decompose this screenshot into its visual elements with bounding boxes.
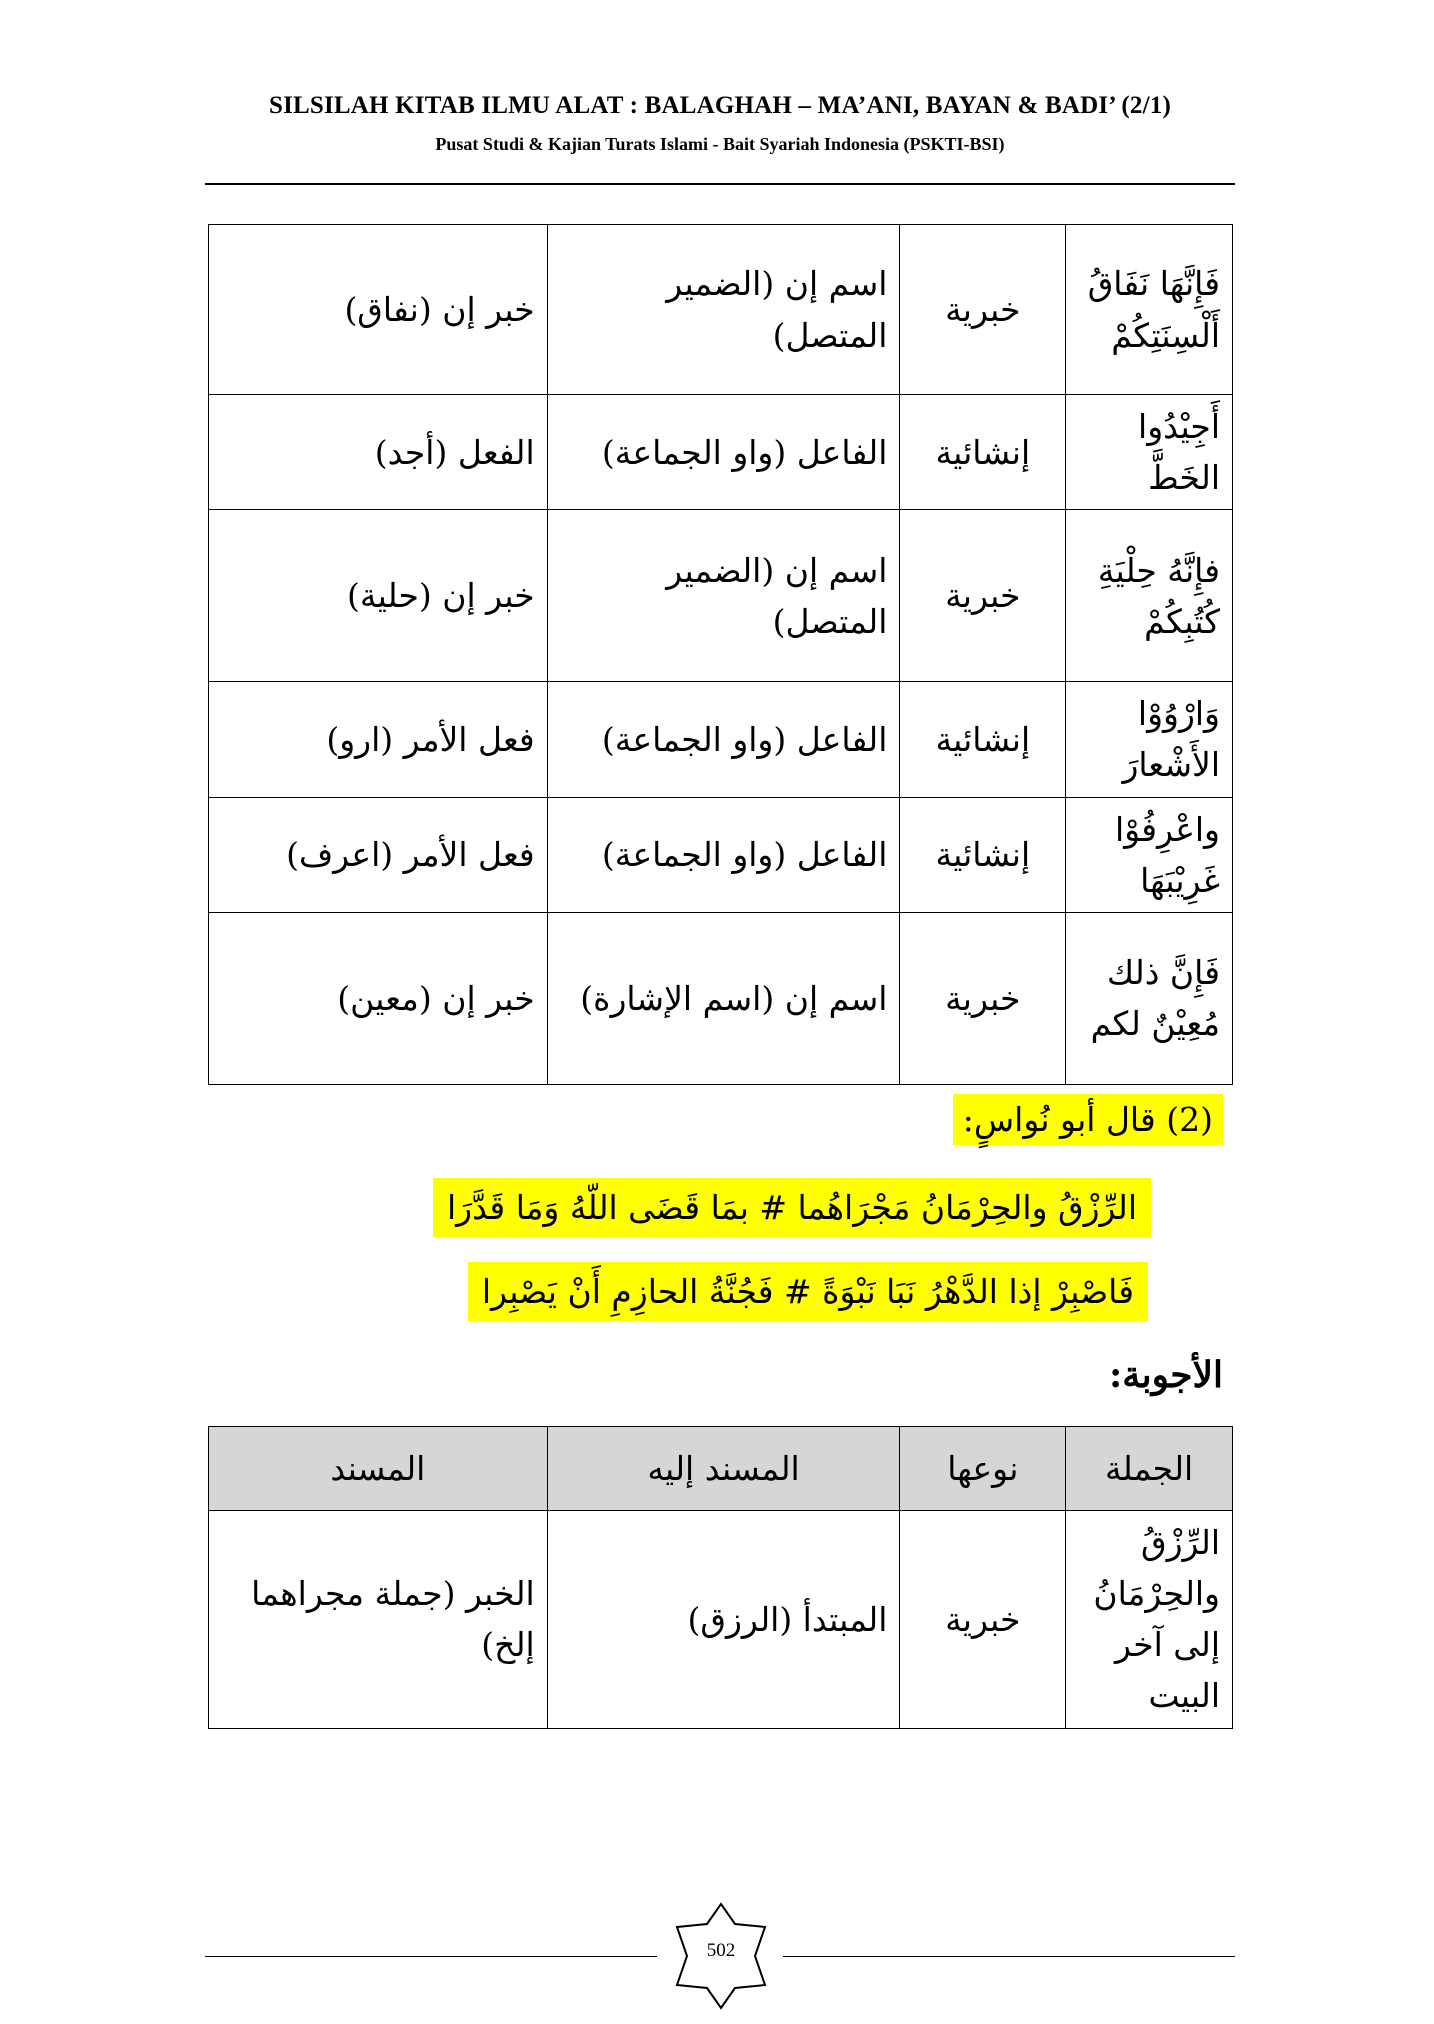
- footer-divider-right: [783, 1956, 1235, 1957]
- type-cell: خبرية: [900, 225, 1066, 395]
- header-divider: [205, 183, 1235, 185]
- subject-cell: المبتدأ (الرزق): [547, 1511, 900, 1729]
- sentence-cell: فإِنَّهُ حِلْيَةِ كُتُبِكُمْ: [1066, 510, 1233, 682]
- column-header-type: نوعها: [900, 1427, 1066, 1511]
- sentence-cell: أَجِيْدُوا الخَطَّ: [1066, 395, 1233, 510]
- table-row: [209, 1511, 1233, 1729]
- table-row: [209, 510, 1233, 682]
- subject-cell: الفاعل (واو الجماعة): [547, 682, 900, 797]
- table-row: [209, 797, 1233, 912]
- page-header: [205, 92, 1235, 155]
- sentence-cell: فَإِنَّ ذلك مُعِيْنٌ لكم: [1066, 912, 1233, 1084]
- page-number: 502: [706, 1940, 736, 1961]
- type-cell: خبرية: [900, 1511, 1066, 1729]
- predicate-cell: خبر إن (نفاق): [209, 225, 548, 395]
- predicate-cell: فعل الأمر (اعرف): [209, 797, 548, 912]
- poem-verse-2: فَاصْبِرْ إذا الدَّهْرُ نَبَا نَبْوَةً # فَجُنَّةُ الحازِمِ أَنْ يَصْبِرا: [468, 1262, 1148, 1321]
- sentence-cell: وَارْوُوْا الأَشْعارَ: [1066, 682, 1233, 797]
- column-header-subject: المسند إليه: [547, 1427, 900, 1511]
- sentence-cell: فَإِنَّهَا نَفَاقُ أَلْسِنَتِكُمْ: [1066, 225, 1233, 395]
- subject-cell: الفاعل (واو الجماعة): [547, 395, 900, 510]
- footer-divider-left: [205, 1956, 657, 1957]
- type-cell: خبرية: [900, 912, 1066, 1084]
- subject-cell: اسم إن (الضمير المتصل): [547, 225, 900, 395]
- predicate-cell: الفعل (أجد): [209, 395, 548, 510]
- answers-table: [208, 1426, 1233, 1729]
- exercise-heading: (2) قال أبو نُواسٍ:: [953, 1094, 1223, 1145]
- type-cell: خبرية: [900, 510, 1066, 682]
- column-header-predicate: المسند: [209, 1427, 548, 1511]
- subject-cell: اسم إن (الضمير المتصل): [547, 510, 900, 682]
- predicate-cell: خبر إن (حلية): [209, 510, 548, 682]
- type-cell: إنشائية: [900, 395, 1066, 510]
- sentence-cell: الرِّزْقُ والحِرْمَانُ إلى آخر البيت: [1066, 1511, 1233, 1729]
- analysis-table-continued: [208, 224, 1233, 1085]
- table-row: [209, 682, 1233, 797]
- type-cell: إنشائية: [900, 682, 1066, 797]
- table-row: [209, 225, 1233, 395]
- table-header-row: [209, 1427, 1233, 1511]
- type-cell: إنشائية: [900, 797, 1066, 912]
- table-row: [209, 912, 1233, 1084]
- answers-heading: الأجوبة:: [1109, 1354, 1223, 1396]
- institution-subtitle: Pusat Studi & Kajian Turats Islami - Bait Syariah Indonesia (PSKTI-BSI): [435, 134, 1005, 154]
- predicate-cell: الخبر (جملة مجراهما إلخ): [209, 1511, 548, 1729]
- predicate-cell: فعل الأمر (ارو): [209, 682, 548, 797]
- subject-cell: اسم إن (اسم الإشارة): [547, 912, 900, 1084]
- poem-verse-1: الرِّزْقُ والحِرْمَانُ مَجْرَاهُما # بمَا قَضَى اللّهُ وَمَا قَدَّرَا: [433, 1178, 1151, 1237]
- book-series-title: SILSILAH KITAB ILMU ALAT : BALAGHAH – MA’ANI, BAYAN & BADI’ (2/1): [268, 92, 1171, 119]
- subject-cell: الفاعل (واو الجماعة): [547, 797, 900, 912]
- column-header-sentence: الجملة: [1066, 1427, 1233, 1511]
- table-row: [209, 395, 1233, 510]
- predicate-cell: خبر إن (معين): [209, 912, 548, 1084]
- sentence-cell: واعْرِفُوْا غَرِيْبَهَا: [1066, 797, 1233, 912]
